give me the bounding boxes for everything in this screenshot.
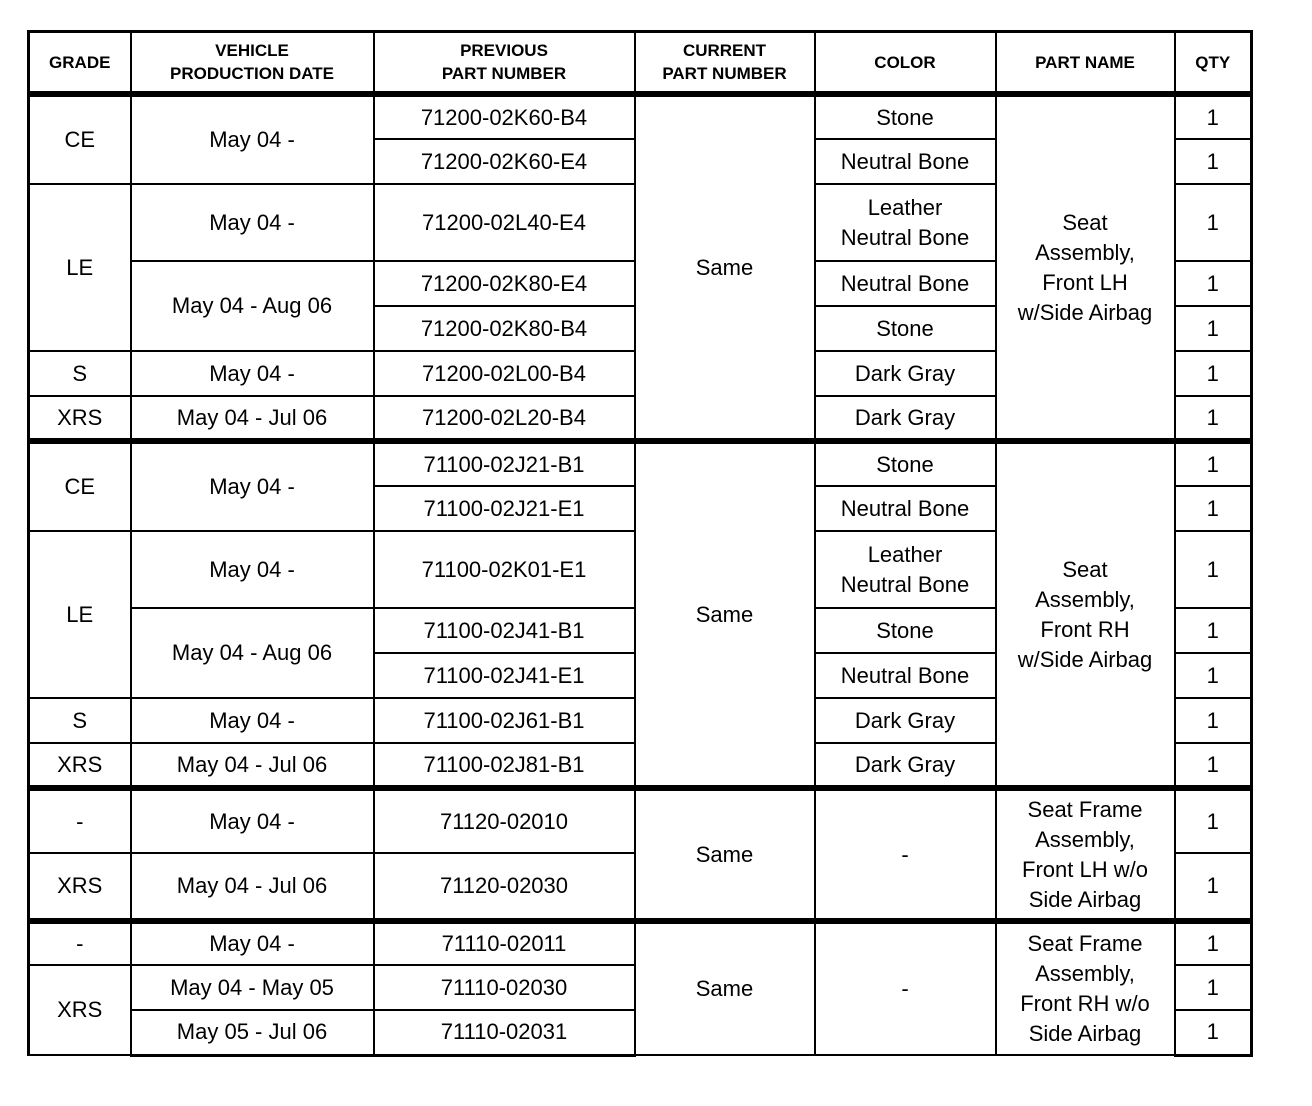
color-cell: Stone — [815, 608, 996, 653]
grade-cell: S — [29, 698, 131, 743]
table-row — [29, 788, 1252, 853]
color-cell: Dark Gray — [815, 743, 996, 788]
color-cell: Stone — [815, 306, 996, 351]
production-date-cell: May 04 - — [131, 531, 374, 608]
table-row — [29, 441, 1252, 486]
previous-part-number-cell: 71100-02J41-B1 — [374, 608, 635, 653]
grade-cell: - — [29, 788, 131, 853]
previous-part-number-cell: 71110-02030 — [374, 965, 635, 1010]
header-part-name: PART NAME — [996, 32, 1175, 95]
production-date-cell: May 04 - — [131, 94, 374, 184]
current-part-number-cell: Same — [635, 94, 815, 441]
grade-cell: - — [29, 921, 131, 965]
qty-cell: 1 — [1175, 698, 1252, 743]
part-name-cell: Seat Assembly, Front LH w/Side Airbag — [996, 94, 1175, 441]
qty-cell: 1 — [1175, 531, 1252, 608]
grade-cell: XRS — [29, 396, 131, 441]
grade-cell: CE — [29, 441, 131, 531]
grade-cell: XRS — [29, 965, 131, 1055]
color-cell: Neutral Bone — [815, 486, 996, 531]
qty-cell: 1 — [1175, 184, 1252, 261]
production-date-cell: May 04 - — [131, 441, 374, 531]
production-date-cell: May 04 - — [131, 351, 374, 396]
part-name-cell: Seat Frame Assembly, Front LH w/o Side Airbag — [996, 788, 1175, 921]
previous-part-number-cell: 71100-02J61-B1 — [374, 698, 635, 743]
production-date-cell: May 04 - — [131, 921, 374, 965]
qty-cell: 1 — [1175, 261, 1252, 306]
previous-part-number-cell: 71120-02030 — [374, 853, 635, 921]
table-row — [29, 921, 1252, 965]
previous-part-number-cell: 71110-02011 — [374, 921, 635, 965]
color-cell: Neutral Bone — [815, 261, 996, 306]
previous-part-number-cell: 71200-02K80-E4 — [374, 261, 635, 306]
color-cell: Neutral Bone — [815, 139, 996, 184]
previous-part-number-cell: 71200-02L40-E4 — [374, 184, 635, 261]
previous-part-number-cell: 71120-02010 — [374, 788, 635, 853]
color-cell: Neutral Bone — [815, 653, 996, 698]
production-date-cell: May 04 - — [131, 788, 374, 853]
production-date-cell: May 04 - Jul 06 — [131, 743, 374, 788]
color-cell: Dark Gray — [815, 698, 996, 743]
header-grade: GRADE — [29, 32, 131, 95]
header-qty: QTY — [1175, 32, 1252, 95]
grade-cell: S — [29, 351, 131, 396]
production-date-cell: May 04 - Jul 06 — [131, 853, 374, 921]
qty-cell: 1 — [1175, 139, 1252, 184]
qty-cell: 1 — [1175, 486, 1252, 531]
grade-cell: XRS — [29, 853, 131, 921]
grade-cell: XRS — [29, 743, 131, 788]
color-cell: - — [815, 921, 996, 1055]
production-date-cell: May 05 - Jul 06 — [131, 1010, 374, 1055]
qty-cell: 1 — [1175, 853, 1252, 921]
color-cell: Leather Neutral Bone — [815, 531, 996, 608]
qty-cell: 1 — [1175, 653, 1252, 698]
color-cell: - — [815, 788, 996, 921]
header-production-date: VEHICLE PRODUCTION DATE — [131, 32, 374, 95]
previous-part-number-cell: 71200-02K60-E4 — [374, 139, 635, 184]
grade-cell: LE — [29, 184, 131, 351]
previous-part-number-cell: 71200-02K60-B4 — [374, 94, 635, 139]
previous-part-number-cell: 71100-02J21-B1 — [374, 441, 635, 486]
production-date-cell: May 04 - Aug 06 — [131, 608, 374, 698]
table-row — [29, 94, 1252, 139]
production-date-cell: May 04 - — [131, 698, 374, 743]
production-date-cell: May 04 - Aug 06 — [131, 261, 374, 351]
grade-cell: LE — [29, 531, 131, 698]
color-cell: Stone — [815, 441, 996, 486]
previous-part-number-cell: 71100-02J21-E1 — [374, 486, 635, 531]
part-name-cell: Seat Frame Assembly, Front RH w/o Side Airbag — [996, 921, 1175, 1055]
header-previous-part-number: PREVIOUS PART NUMBER — [374, 32, 635, 95]
production-date-cell: May 04 - May 05 — [131, 965, 374, 1010]
qty-cell: 1 — [1175, 921, 1252, 965]
qty-cell: 1 — [1175, 396, 1252, 441]
header-row — [29, 32, 1252, 95]
qty-cell: 1 — [1175, 1010, 1252, 1055]
qty-cell: 1 — [1175, 351, 1252, 396]
previous-part-number-cell: 71100-02J41-E1 — [374, 653, 635, 698]
color-cell: Stone — [815, 94, 996, 139]
qty-cell: 1 — [1175, 788, 1252, 853]
previous-part-number-cell: 71110-02031 — [374, 1010, 635, 1055]
previous-part-number-cell: 71200-02K80-B4 — [374, 306, 635, 351]
parts-table — [27, 30, 1253, 1057]
previous-part-number-cell: 71200-02L00-B4 — [374, 351, 635, 396]
qty-cell: 1 — [1175, 743, 1252, 788]
header-current-part-number: CURRENT PART NUMBER — [635, 32, 815, 95]
production-date-cell: May 04 - Jul 06 — [131, 396, 374, 441]
color-cell: Leather Neutral Bone — [815, 184, 996, 261]
qty-cell: 1 — [1175, 306, 1252, 351]
production-date-cell: May 04 - — [131, 184, 374, 261]
previous-part-number-cell: 71100-02J81-B1 — [374, 743, 635, 788]
current-part-number-cell: Same — [635, 788, 815, 921]
color-cell: Dark Gray — [815, 396, 996, 441]
qty-cell: 1 — [1175, 608, 1252, 653]
qty-cell: 1 — [1175, 94, 1252, 139]
color-cell: Dark Gray — [815, 351, 996, 396]
current-part-number-cell: Same — [635, 441, 815, 788]
qty-cell: 1 — [1175, 965, 1252, 1010]
previous-part-number-cell: 71200-02L20-B4 — [374, 396, 635, 441]
current-part-number-cell: Same — [635, 921, 815, 1055]
previous-part-number-cell: 71100-02K01-E1 — [374, 531, 635, 608]
grade-cell: CE — [29, 94, 131, 184]
part-name-cell: Seat Assembly, Front RH w/Side Airbag — [996, 441, 1175, 788]
qty-cell: 1 — [1175, 441, 1252, 486]
header-color: COLOR — [815, 32, 996, 95]
